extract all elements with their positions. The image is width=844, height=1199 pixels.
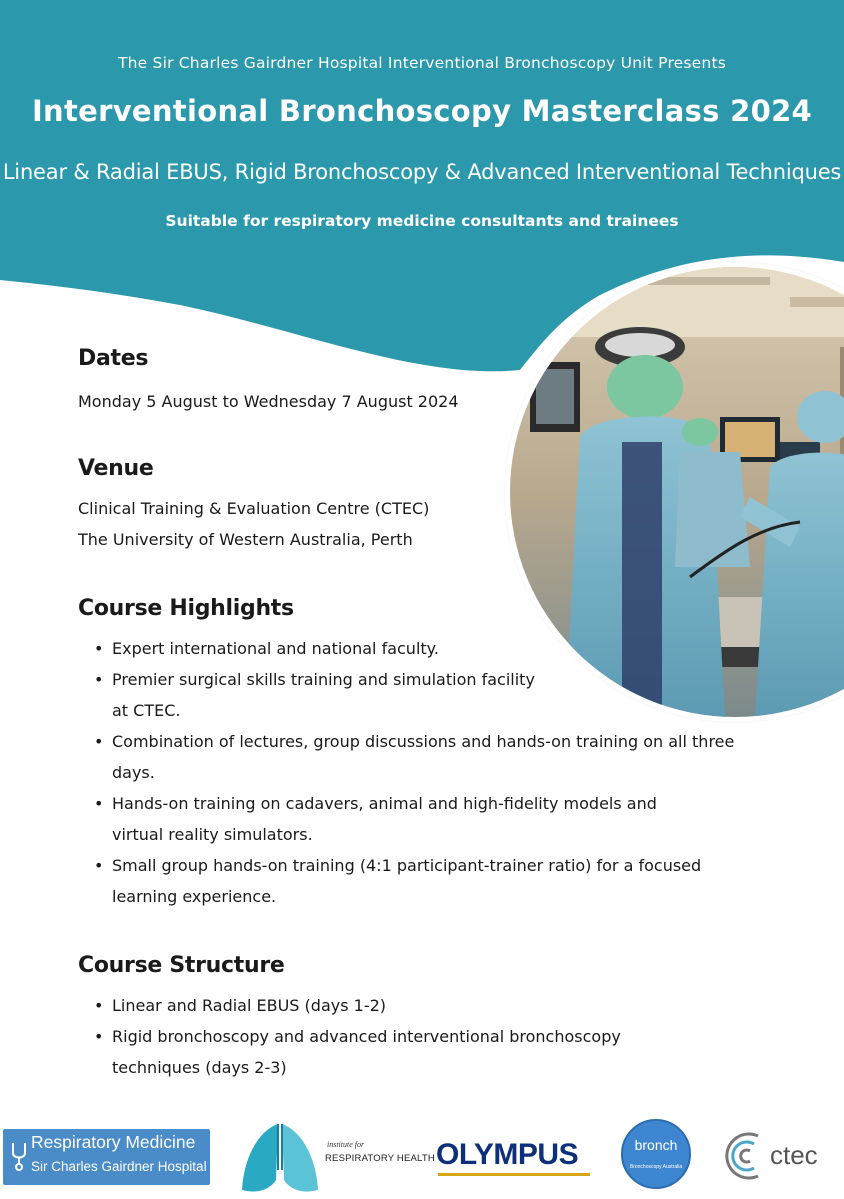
bronch-logo-subtext: Bronchoscopy Australia xyxy=(629,1164,683,1170)
ctec-logo-icon xyxy=(722,1128,768,1184)
venue-heading: Venue xyxy=(78,456,154,481)
list-item: • Rigid bronchoscopy and advanced interventional bronchoscopy techniques (days 2-3) xyxy=(78,1021,672,1083)
lungs-logo-icon xyxy=(240,1120,320,1196)
list-item: • Premier surgical skills training and simulation facility at CTEC. xyxy=(78,664,552,726)
olympus-logo: OLYMPUS xyxy=(436,1138,579,1171)
irh-logo-text: RESPIRATORY HEALTH xyxy=(325,1153,435,1164)
page-title: Interventional Bronchoscopy Masterclass 2024 xyxy=(31,94,813,128)
stethoscope-icon xyxy=(9,1141,29,1171)
presenter-line: The Sir Charles Gairdner Hospital Interventional Bronchoscopy Unit Presents xyxy=(117,54,726,72)
list-item: • Expert international and national faculty. xyxy=(78,633,768,664)
list-item: • Small group hands-on training (4:1 participant-trainer ratio) for a focused learning experience. xyxy=(78,850,768,912)
structure-heading: Course Structure xyxy=(78,953,285,978)
dates-heading: Dates xyxy=(78,346,149,371)
list-item: • Combination of lectures, group discussions and hands-on training on all three days. xyxy=(78,726,768,788)
list-item: • Linear and Radial EBUS (days 1-2) xyxy=(78,990,768,1021)
structure-list xyxy=(78,990,768,1083)
resp-logo-line-1: Respiratory Medicine xyxy=(31,1132,196,1152)
resp-logo-line-2: Sir Charles Gairdner Hospital xyxy=(31,1159,207,1174)
olympus-underline xyxy=(438,1173,590,1176)
dates-text: Monday 5 August to Wednesday 7 August 2024 xyxy=(78,392,459,411)
highlights-heading: Course Highlights xyxy=(78,596,294,621)
bronch-logo-text: bronch xyxy=(634,1137,678,1153)
respiratory-medicine-logo xyxy=(3,1129,210,1185)
list-item: • Hands-on training on cadavers, animal and high-fidelity models and virtual reality simulators. xyxy=(78,788,712,850)
page-subtitle: Linear & Radial EBUS, Rigid Bronchoscopy & Advanced Interventional Techniques xyxy=(2,160,842,184)
audience-line: Suitable for respiratory medicine consultants and trainees xyxy=(165,212,679,230)
sponsor-logos xyxy=(0,1110,844,1199)
irh-logo-small: institute for xyxy=(327,1140,365,1149)
bronchus-logo xyxy=(620,1118,692,1190)
venue-line-2: The University of Western Australia, Perth xyxy=(78,530,413,549)
highlights-list xyxy=(78,633,768,912)
ctec-logo-text: ctec xyxy=(770,1140,818,1170)
venue-line-1: Clinical Training & Evaluation Centre (CTEC) xyxy=(78,499,430,518)
